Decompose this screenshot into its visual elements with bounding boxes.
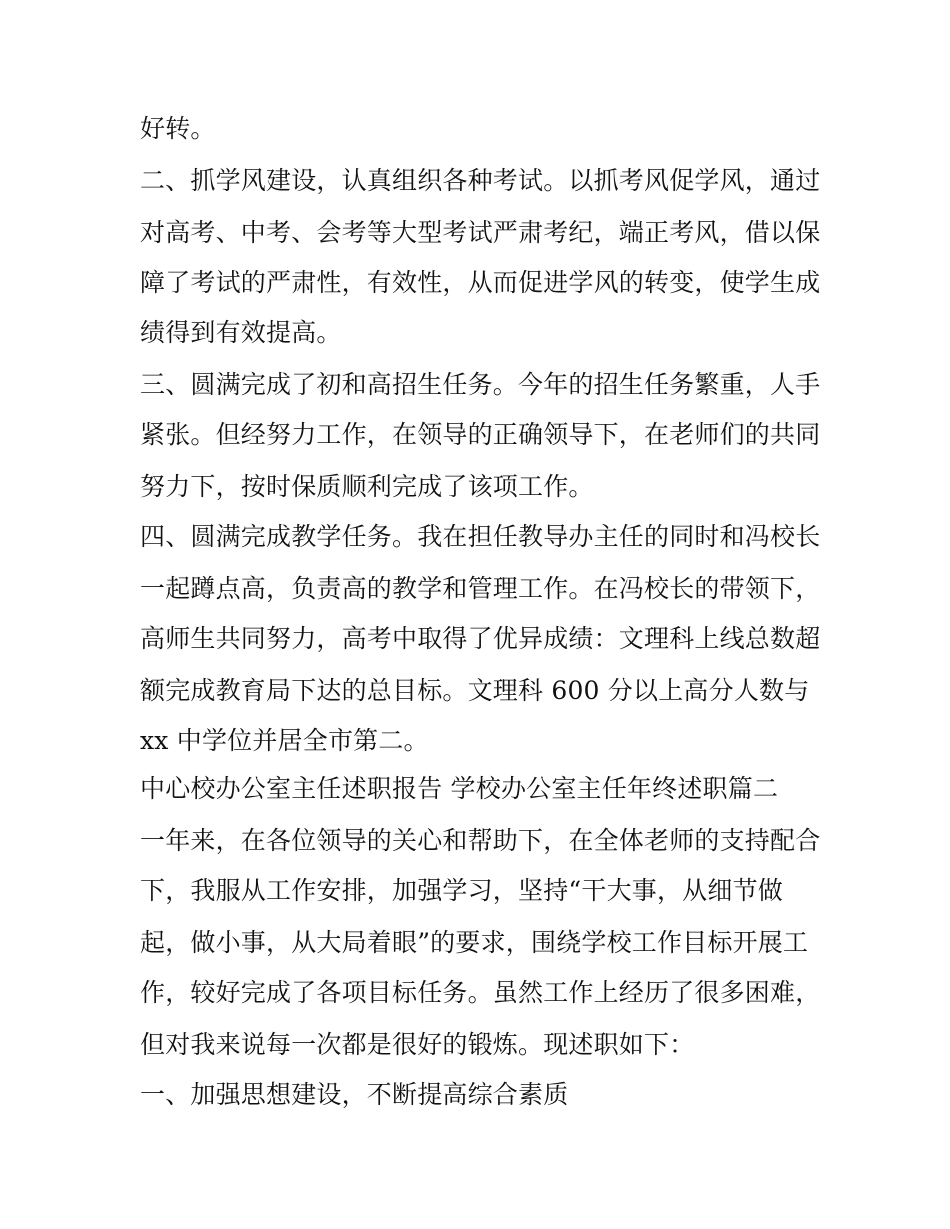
text-line: 额完成教育局下达的总目标。文理科 600 分以上高分人数与 — [140, 676, 810, 705]
text-line: xx 中学位并居全市第二。 — [140, 726, 429, 755]
text-line: 障了考试的严肃性，有效性，从而促进学风的转变，使学生成 — [140, 268, 821, 297]
text-line: 作，较好完成了各项目标任务。虽然工作上经历了很多困难， — [140, 978, 821, 1007]
text-line: 四、圆满完成教学任务。我在担任教导办主任的同时和冯校长 — [140, 522, 821, 551]
text-line: 好转。 — [140, 114, 216, 143]
text-line: 绩得到有效提高。 — [140, 318, 342, 347]
text-line: 三、圆满完成了初和高招生任务。今年的招生任务繁重，人手 — [140, 370, 821, 399]
section-heading: 中心校办公室主任述职报告 学校办公室主任年终述职篇二 — [140, 774, 779, 803]
text-line: 下，我服从工作安排，加强学习，坚持“干大事，从细节做 — [140, 876, 783, 905]
text-line: 努力下，按时保质顺利完成了该项工作。 — [140, 472, 594, 501]
text-line: 紧张。但经努力工作，在领导的正确领导下，在老师们的共同 — [140, 420, 821, 449]
text-line: 对高考、中考、会考等大型考试严肃考纪，端正考风，借以保 — [140, 218, 821, 247]
text-line: 起，做小事，从大局着眼”的要求，围绕学校工作目标开展工 — [140, 928, 809, 957]
text-line: 一年来，在各位领导的关心和帮助下，在全体老师的支持配合 — [140, 826, 821, 855]
text-line: 高师生共同努力，高考中取得了优异成绩：文理科上线总数超 — [140, 624, 821, 653]
text-line: 一、加强思想建设，不断提高综合素质 — [140, 1080, 569, 1109]
text-line: 但对我来说每一次都是很好的锻炼。现述职如下： — [140, 1030, 695, 1059]
text-line: 二、抓学风建设，认真组织各种考试。以抓考风促学风，通过 — [140, 166, 821, 195]
text-line: 一起蹲点高，负责高的教学和管理工作。在冯校长的带领下， — [140, 574, 821, 603]
